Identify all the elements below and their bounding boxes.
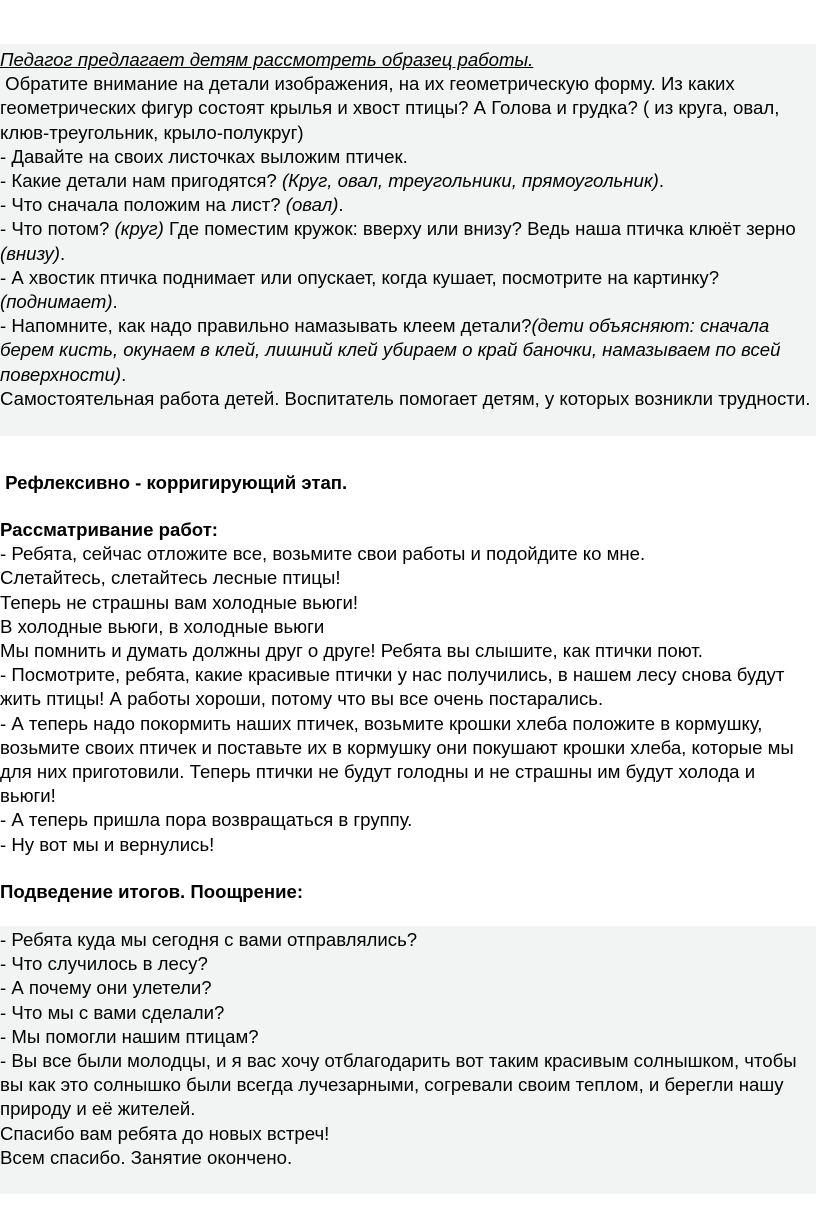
intro-line: Самостоятельная работа детей. Воспитатель помогает детям, у которых возникли трудности. — [0, 387, 811, 409]
review-line: - А теперь пришла пора возвращаться в группу. — [0, 809, 413, 831]
review-line: В холодные вьюги, в холодные вьюги — [0, 615, 325, 637]
review-line: - Ребята, сейчас отложите все, возьмите свои работы и подойдите ко мне. — [0, 543, 646, 565]
intro-line: - Давайте на своих листочках выложим птичек. — [0, 145, 408, 167]
answer-text: (Круг, овал, треугольники, прямоугольник) — [281, 170, 659, 192]
answer-text: (дети объясняют: сначала берем кисть, окунаем в клей, лишний клей убираем о край баночки, намазываем по всей поверхности) — [0, 315, 786, 385]
summary-line: - Вы все были молодцы, и я вас хочу отблагодарить вот таким красивым солнышком, чтобы вы как это солнышко были всегда лучезарными, согревали своим теплом, и берегли нашу природу и её жителей. — [0, 1050, 802, 1120]
review-line: Теперь не страшны вам холодные вьюги! — [0, 591, 359, 613]
summary-section — [0, 928, 812, 1170]
intro-question: - Что сначала положим на лист? (овал). — [0, 194, 344, 216]
review-section — [0, 518, 812, 857]
intro-question: - Что потом? (круг) Где поместим кружок: вверху или внизу? Ведь наша птичка клюёт зерно (внизу). — [0, 218, 801, 264]
intro-paragraph: Обратите внимание на детали изображения, на их геометрическую форму. Из каких геометрических фигур состоят крылья и хвост птицы? А Голова и грудка? ( из круга, овал, клюв-треугольник, крыло-полукруг) — [0, 73, 785, 143]
section-heading: Рефлексивно - корригирующий этап. — [0, 472, 348, 493]
review-line: - Посмотрите, ребята, какие красивые птички у нас получились, в нашем лесу снова будут жить птицы! А работы хороши, потому что вы все очень постарались. — [0, 664, 790, 710]
review-line: - Ну вот мы и вернулись! — [0, 833, 215, 855]
section-heading: Рассматривание работ: — [0, 519, 218, 540]
summary-line: Спасибо вам ребята до новых встреч! — [0, 1122, 330, 1144]
review-line: Мы помнить и думать должны друг о друге! Ребята вы слышите, как птички поют. — [0, 640, 703, 662]
review-line: - А теперь надо покормить наших птичек, возьмите крошки хлеба положите в кормушку, возьмите своих птичек и поставьте их в кормушку они покушают крошки хлеба, которые мы для них приготовили. Теперь птички не будут голодны и не страшны им будут холода и вьюги! — [0, 712, 799, 807]
summary-line: - Что случилось в лесу? — [0, 953, 208, 975]
summary-heading-block — [0, 880, 812, 904]
answer-text: (овал) — [285, 194, 339, 216]
intro-question: - Напомните, как надо правильно намазывать клеем детали?(дети объясняют: сначала берем кисть, окунаем в клей, лишний клей убираем о край баночки, намазываем по всей поверхности). — [0, 315, 786, 385]
intro-heading: Педагог предлагает детям рассмотреть образец работы. — [0, 49, 534, 70]
summary-line: - А почему они улетели? — [0, 977, 212, 999]
answer-text: (поднимает) — [0, 291, 113, 313]
answer-text: (круг) — [114, 218, 164, 240]
intro-question: - А хвостик птичка поднимает или опускает, когда кушает, посмотрите на картинку? (поднимает). — [0, 266, 725, 313]
summary-line: - Что мы с вами сделали? — [0, 1001, 225, 1023]
intro-section — [0, 48, 812, 411]
summary-line: - Ребята куда мы сегодня с вами отправлялись? — [0, 929, 418, 950]
reflex-section — [0, 471, 812, 495]
review-line: Слетайтесь, слетайтесь лесные птицы! — [0, 567, 341, 589]
summary-line: - Мы помогли нашим птицам? — [0, 1025, 259, 1047]
answer-text: (внизу) — [0, 242, 60, 264]
section-heading: Подведение итогов. Поощрение: — [0, 881, 304, 902]
intro-question: - Какие детали нам пригодятся? (Круг, овал, треугольники, прямоугольник). — [0, 170, 664, 192]
summary-line: Всем спасибо. Занятие окончено. — [0, 1146, 293, 1168]
